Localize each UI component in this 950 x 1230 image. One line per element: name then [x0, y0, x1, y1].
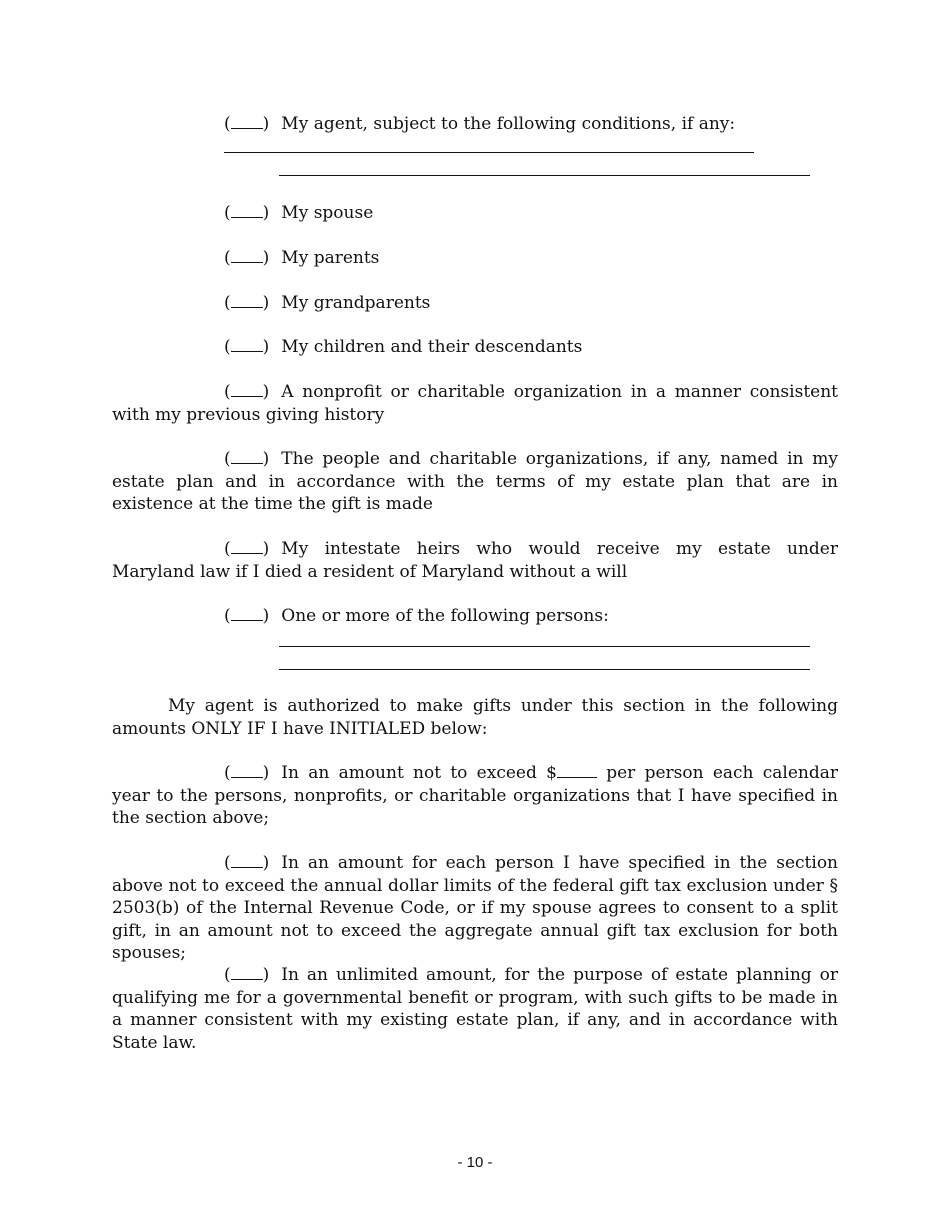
initial-blank[interactable]: ( ) [224, 203, 270, 223]
persons-line-1[interactable] [279, 646, 810, 647]
option-grandparents [224, 292, 430, 314]
initial-blank[interactable]: ( ) [224, 248, 270, 268]
dollar-amount-blank[interactable] [557, 763, 597, 778]
option-parents [224, 247, 379, 269]
page-number: - 10 - [457, 1154, 493, 1171]
amounts-intro: My agent is authorized to make gifts under this section in the following amounts ONLY IF I have INITIALED below: [112, 696, 838, 739]
option-label: My agent, subject to the following conditions, if any: [281, 114, 736, 134]
option-label: My children and their descendants [281, 337, 583, 357]
initial-blank[interactable]: ( ) [224, 337, 270, 357]
initial-blank[interactable]: ( ) [224, 763, 270, 783]
option-label: My grandparents [281, 293, 431, 313]
option-label: My spouse [281, 203, 374, 223]
option-agent-conditions [224, 113, 735, 135]
initial-blank[interactable]: ( ) [224, 965, 270, 985]
option-label: My parents [281, 248, 380, 268]
option-nonprofit [112, 381, 838, 426]
initial-blank[interactable]: ( ) [224, 114, 270, 134]
option-text: The people and charitable organizations, if any, named in my estate plan and in accordance with the terms of my estate plan that are in existence at the time the gift is made [112, 449, 838, 514]
initial-blank[interactable]: ( ) [224, 539, 270, 559]
initial-blank[interactable]: ( ) [224, 449, 270, 469]
amount-option-annual-exclusion: ( ) In an amount for each person I have specified in the section above not to exceed the annual dollar limits of the federal gift tax exclusion under § 2503(b) of the Internal Revenue Code, or if my spouse agrees to consent to a split gift, in an amount not to exceed the aggregate annual gift tax exclusion for both spouses; [112, 853, 838, 963]
amount-option-limit: ( ) In an amount not to exceed $ per person each calendar year to the persons, nonprofits, or charitable organizations that I have specified in the section above; [112, 763, 839, 828]
initial-blank[interactable]: ( ) [224, 382, 270, 402]
option-text: My intestate heirs who would receive my estate under Maryland law if I died a resident of Maryland without a will [112, 539, 838, 582]
option-text: A nonprofit or charitable organization in a manner consistent with my previous giving history [112, 382, 838, 425]
initial-blank[interactable]: ( ) [224, 853, 270, 873]
option-estate-plan [112, 448, 838, 516]
option-intestate-heirs [112, 538, 838, 583]
condition-line-2[interactable] [279, 175, 810, 176]
persons-line-2[interactable] [279, 669, 810, 670]
initial-blank[interactable]: ( ) [224, 293, 270, 313]
option-persons [224, 605, 609, 627]
initial-blank[interactable]: ( ) [224, 606, 270, 626]
option-label: One or more of the following persons: [281, 606, 609, 626]
condition-line-1[interactable] [224, 152, 754, 153]
amount-option-unlimited: ( ) In an unlimited amount, for the purpose of estate planning or qualifying me for a governmental benefit or program, with such gifts to be made in a manner consistent with my existing estate plan, if any, and in accordance with State law. [112, 965, 838, 1053]
option-children [224, 336, 582, 358]
option-spouse [224, 202, 373, 224]
